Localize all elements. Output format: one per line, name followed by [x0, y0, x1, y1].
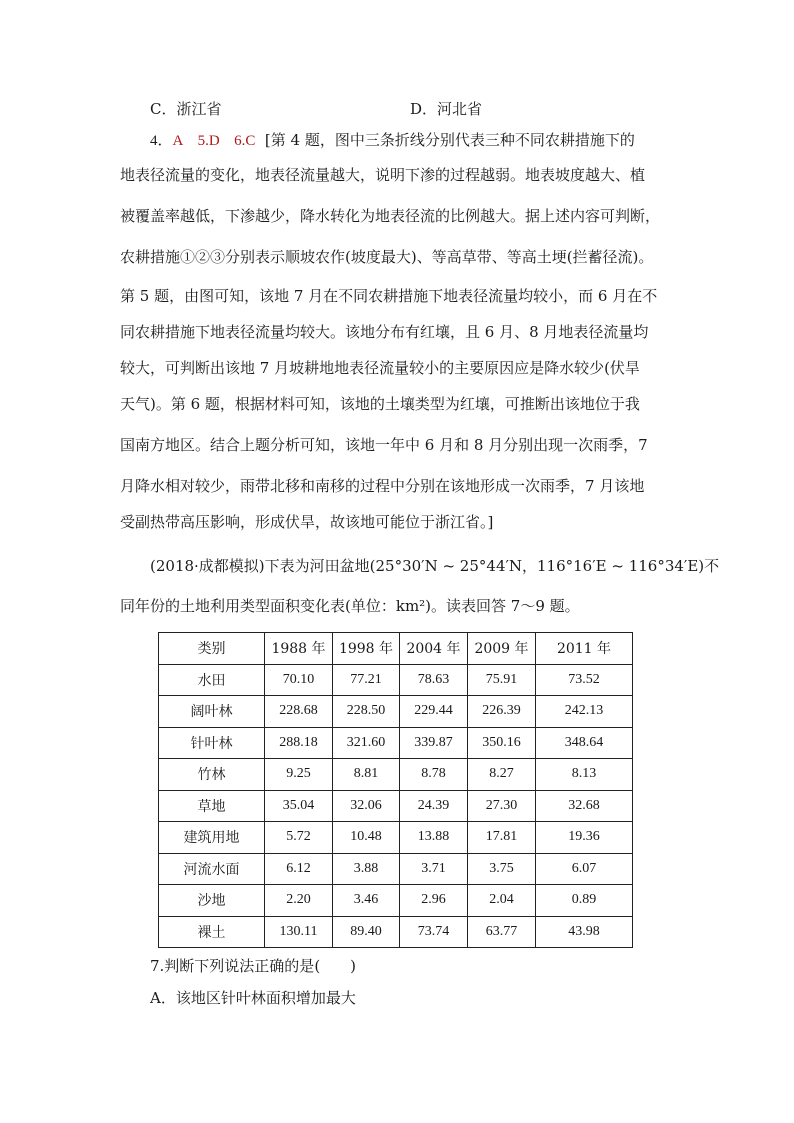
table-cell: 9.25 [265, 759, 333, 791]
table-cell: 350.16 [468, 727, 536, 759]
table-cell: 228.50 [333, 696, 400, 728]
answer-line-3: 被覆盖率越低，下渗越少，降水转化为地表径流的比例越大。据上述内容可判断， [120, 207, 661, 225]
q4-answer: A [172, 133, 184, 149]
table-row [159, 696, 633, 728]
table-cell: 89.40 [333, 916, 400, 948]
header-1988: 1988 年 [265, 633, 333, 665]
table-cell: 27.30 [468, 790, 536, 822]
header-category: 类别 [159, 633, 265, 665]
row-label: 建筑用地 [159, 822, 265, 854]
intro-line-1: (2018·成都模拟)下表为河田盆地(25°30′N ~ 25°44′N，116°16′E ~ 116°34′E)不 [150, 557, 720, 575]
table-cell: 228.68 [265, 696, 333, 728]
table-row [159, 759, 633, 791]
table-row [159, 885, 633, 917]
table-row [159, 664, 633, 696]
table-row [159, 853, 633, 885]
answer-line-6: 同农耕措施下地表径流量均较大。该地分布有红壤，且 6 月、8 月地表径流量均 [120, 323, 649, 341]
table-cell: 6.07 [536, 853, 633, 885]
table-cell: 3.71 [400, 853, 468, 885]
table-cell: 8.78 [400, 759, 468, 791]
table-row [159, 790, 633, 822]
option-d-text: D．河北省 [410, 100, 483, 118]
table-cell: 130.11 [265, 916, 333, 948]
table-cell: 288.18 [265, 727, 333, 759]
option-c-text: C．浙江省 [150, 100, 222, 118]
table-row [159, 727, 633, 759]
row-label: 沙地 [159, 885, 265, 917]
table-cell: 63.77 [468, 916, 536, 948]
table-cell: 32.06 [333, 790, 400, 822]
table-cell: 8.27 [468, 759, 536, 791]
table-header-row [159, 633, 633, 665]
answer-line-9: 国南方地区。结合上题分析可知，该地一年中 6 月和 8 月分别出现一次雨季，7 [120, 436, 648, 454]
table-row [159, 822, 633, 854]
land-use-table [158, 632, 633, 948]
table-cell: 8.81 [333, 759, 400, 791]
intro-line-2: 同年份的土地利用类型面积变化表(单位：km²)。读表回答 7～9 题。 [120, 597, 580, 615]
question-7-option-a: A．该地区针叶林面积增加最大 [150, 989, 356, 1007]
table-cell: 339.87 [400, 727, 468, 759]
answer-line-2: 地表径流量的变化，地表径流量越大，说明下渗的过程越弱。地表坡度越大、植 [120, 166, 646, 184]
answer-line-8: 天气)。第 6 题，根据材料可知，该地的土壤类型为红壤，可推断出该地位于我 [120, 395, 640, 413]
header-2009: 2009 年 [468, 633, 536, 665]
table-cell: 348.64 [536, 727, 633, 759]
row-label: 草地 [159, 790, 265, 822]
table-cell: 0.89 [536, 885, 633, 917]
table-cell: 2.20 [265, 885, 333, 917]
header-2011: 2011 年 [536, 633, 633, 665]
answer-line-10: 月降水相对较少，雨带北移和南移的过程中分别在该地形成一次雨季，7 月该地 [120, 477, 645, 495]
table-cell: 10.48 [333, 822, 400, 854]
table-cell: 17.81 [468, 822, 536, 854]
table-cell: 75.91 [468, 664, 536, 696]
table-cell: 43.98 [536, 916, 633, 948]
q6-answer: 6.C [234, 133, 256, 149]
answer-line-4: 农耕措施①②③分别表示顺坡农作(坡度最大)、等高草带、等高土埂(拦蓄径流)。 [120, 248, 654, 266]
row-label: 裸土 [159, 916, 265, 948]
table-row [159, 916, 633, 948]
answer-text: [第 4 题，图中三条折线分别代表三种不同农耕措施下的 [264, 131, 635, 149]
row-label: 针叶林 [159, 727, 265, 759]
header-1998: 1998 年 [333, 633, 400, 665]
table-cell: 73.74 [400, 916, 468, 948]
table-cell: 321.60 [333, 727, 400, 759]
table-cell: 3.75 [468, 853, 536, 885]
answer-line-11: 受副热带高压影响，形成伏旱，故该地可能位于浙江省。] [120, 513, 494, 531]
question-7-stem: 7.判断下列说法正确的是( ) [150, 957, 357, 975]
row-label: 水田 [159, 664, 265, 696]
table-cell: 2.04 [468, 885, 536, 917]
table-cell: 8.13 [536, 759, 633, 791]
row-label: 河流水面 [159, 853, 265, 885]
table-cell: 35.04 [265, 790, 333, 822]
table-cell: 70.10 [265, 664, 333, 696]
table-cell: 32.68 [536, 790, 633, 822]
table-cell: 73.52 [536, 664, 633, 696]
table-cell: 2.96 [400, 885, 468, 917]
table-cell: 3.46 [333, 885, 400, 917]
table-cell: 78.63 [400, 664, 468, 696]
table-cell: 242.13 [536, 696, 633, 728]
table-cell: 229.44 [400, 696, 468, 728]
row-label: 阔叶林 [159, 696, 265, 728]
answer-line-1 [150, 130, 676, 151]
table-cell: 24.39 [400, 790, 468, 822]
table-cell: 77.21 [333, 664, 400, 696]
table-cell: 3.88 [333, 853, 400, 885]
row-label: 竹林 [159, 759, 265, 791]
answer-line-7: 较大，可判断出该地 7 月坡耕地地表径流量较小的主要原因应是降水较少(伏旱 [120, 359, 640, 377]
q5-answer: 5.D [197, 133, 220, 149]
table-cell: 6.12 [265, 853, 333, 885]
header-2004: 2004 年 [400, 633, 468, 665]
table-cell: 19.36 [536, 822, 633, 854]
answer-line-5: 第 5 题，由图可知，该地 7 月在不同农耕措施下地表径流量均较小，而 6 月在不 [120, 287, 658, 305]
table-cell: 226.39 [468, 696, 536, 728]
table-cell: 13.88 [400, 822, 468, 854]
q4-number: 4． [150, 133, 173, 149]
table-cell: 5.72 [265, 822, 333, 854]
